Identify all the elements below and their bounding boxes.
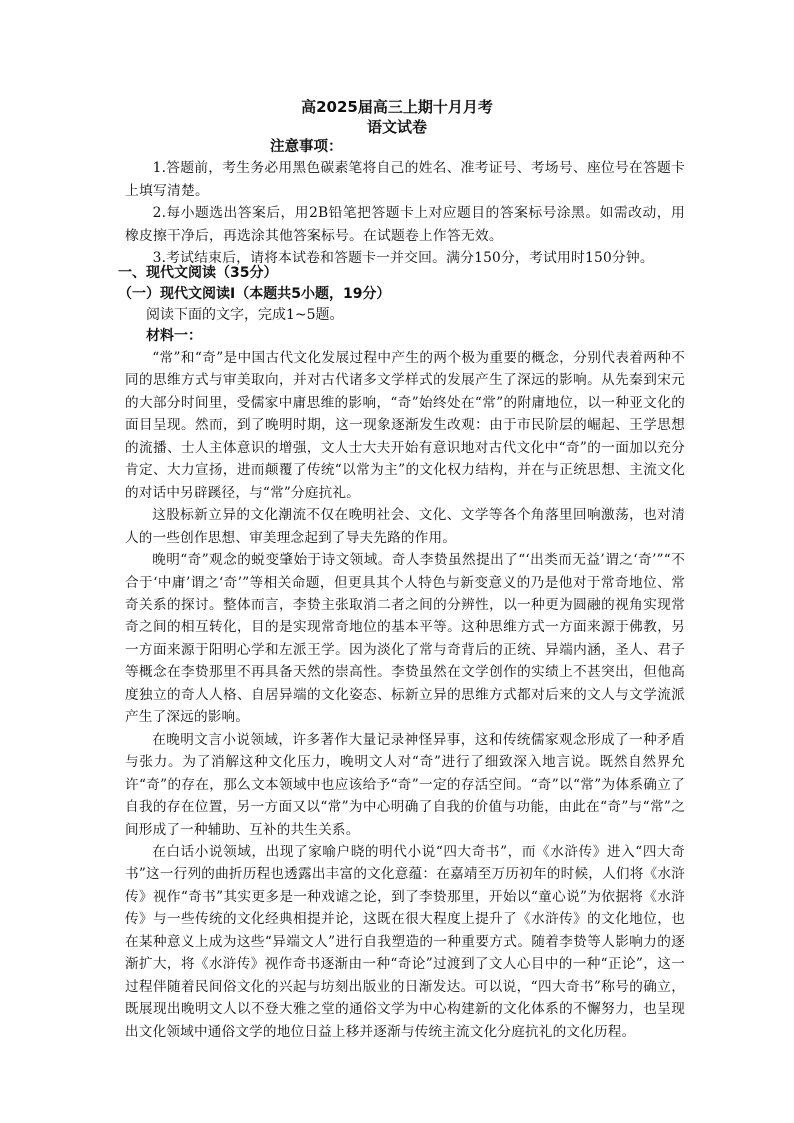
notice-item: 3.考试结束后，请将本试卷和答题卡一并交回。满分150分，考试用时150分钟。 bbox=[152, 250, 654, 266]
passage-paragraph: 在白话小说领域，出现了家喻户晓的明代小说“四大奇书”，而《水浒传》进入“四大奇书”这一行列的曲折历程也透露出丰富的文化意蕴：在嘉靖至万历初年的时候，人们将《水浒传》视作“奇书”其实更多是一种戏谑之论，到了李贽那里，开始以“童心说”为依据将《水浒传》与一些传统的文化经典相提并论，这既在很大程度上提升了《水浒传》的文化地位，也在某种意义上成为这些“异端文人”进行自我塑造的一种重要方式。随着李贽等人影响力的逐渐扩大，将《水浒传》视作奇书逐渐由一种“奇论”过渡到了文人心目中的一种“正论”，这一过程伴随着民间俗文化的兴起与坊刻出版业的日渐发达。可以说，“四大奇书”称号的确立，既展现出晚明文人以不登大雅之堂的通俗文学为中心构建新的文化体系的不懈努力，也呈现出文化领域中通俗文学的地位日益上移并逐渐与传统主流文化分庭抗礼的文化历程。 bbox=[125, 843, 685, 1040]
section-heading: 一、现代文阅读（35分） bbox=[118, 265, 278, 281]
subsection-heading: （一）现代文阅读Ⅰ（本题共5小题，19分） bbox=[118, 286, 391, 302]
passage-paragraph: 在晚明文言小说领域，许多著作大量记录神怪异事，这和传统儒家观念形成了一种矛盾与张力。为了消解这种文化压力，晚明文人对“奇”进行了细致深入地言说。既然自然界允许“奇”的存在，那么文本领域中也应该给予“奇”一定的存活空间。“奇”以“常”为体系确立了自我的存在位置，另一方面又以“常”为中心明确了自我的价值与功能，由此在“奇”与“常”之间形成了一种辅助、互补的共生关系。 bbox=[125, 731, 685, 838]
passage bbox=[125, 347, 685, 1043]
notice-item: 1.答题前，考生务必用黑色碳素笔将自己的姓名、准考证号、考场号、座位号在答题卡上填写清楚。 bbox=[125, 160, 685, 199]
notice-list bbox=[125, 157, 685, 270]
material-heading: 材料一： bbox=[146, 328, 202, 344]
passage-paragraph: 这股标新立异的文化潮流不仅在晚明社会、文化、文学等各个角落里回响激荡，也对清人的一些创作思想、审美理念起到了导夫先路的作用。 bbox=[125, 507, 685, 546]
exam-subtitle: 语文试卷 bbox=[366, 118, 427, 136]
passage-paragraph: 晚明“奇”观念的蜕变肇始于诗文领域。奇人李贽虽然提出了“‘出类而无益’谓之‘奇’”“不合于‘中庸’谓之‘奇’”等相关命题，但更具其个人特色与新变意义的乃是他对于常奇地位、常奇关系的探讨。整体而言，李贽主张取消二者之间的分辨性，以一种更为圆融的视角实现常奇之间的相互转化，目的是实现常奇地位的基本平等。这种思维方式一方面来源于佛教，另一方面来源于阳明心学和左派王学。因为淡化了常与奇背后的正统、异端内涵，圣人、君子等概念在李贽那里不再具备天然的崇高性。李贽虽然在文学创作的实绩上不甚突出，但他高度独立的奇人人格、自居异端的文化姿态、标新立异的思维方式都对后来的文人与文学流派产生了深远的影响。 bbox=[125, 552, 685, 726]
exam-title: 高2025届高三上期十月月考 bbox=[301, 98, 493, 116]
passage-paragraph: “常”和“奇”是中国古代文化发展过程中产生的两个极为重要的概念，分别代表着两种不同的思维方式与审美取向，并对古代诸多文学样式的发展产生了深远的影响。从先秦到宋元的大部分时间里，受儒家中庸思维的影响，“奇”始终处在“常”的附庸地位，以一种亚文化的面目呈现。然而，到了晚明时期，这一现象逐渐发生改观：由于市民阶层的崛起、王学思想的流播、士人主体意识的增强，文人士大夫开始有意识地对古代文化中“奇”的一面加以充分肯定、大力宣扬，进而颠覆了传统“以常为主”的文化权力结构，并在与正统思想、主流文化的对话中另辟蹊径，与“常”分庭抗礼。 bbox=[125, 350, 685, 501]
reading-instruction: 阅读下面的文字，完成1~5题。 bbox=[146, 307, 344, 323]
notice-item: 2.每小题选出答案后，用2B铅笔把答题卡上对应题目的答案标号涂黑。如需改动，用橡皮擦干净后，再选涂其他答案标号。在试题卷上作答无效。 bbox=[125, 205, 685, 244]
notice-heading: 注意事项： bbox=[270, 139, 343, 155]
